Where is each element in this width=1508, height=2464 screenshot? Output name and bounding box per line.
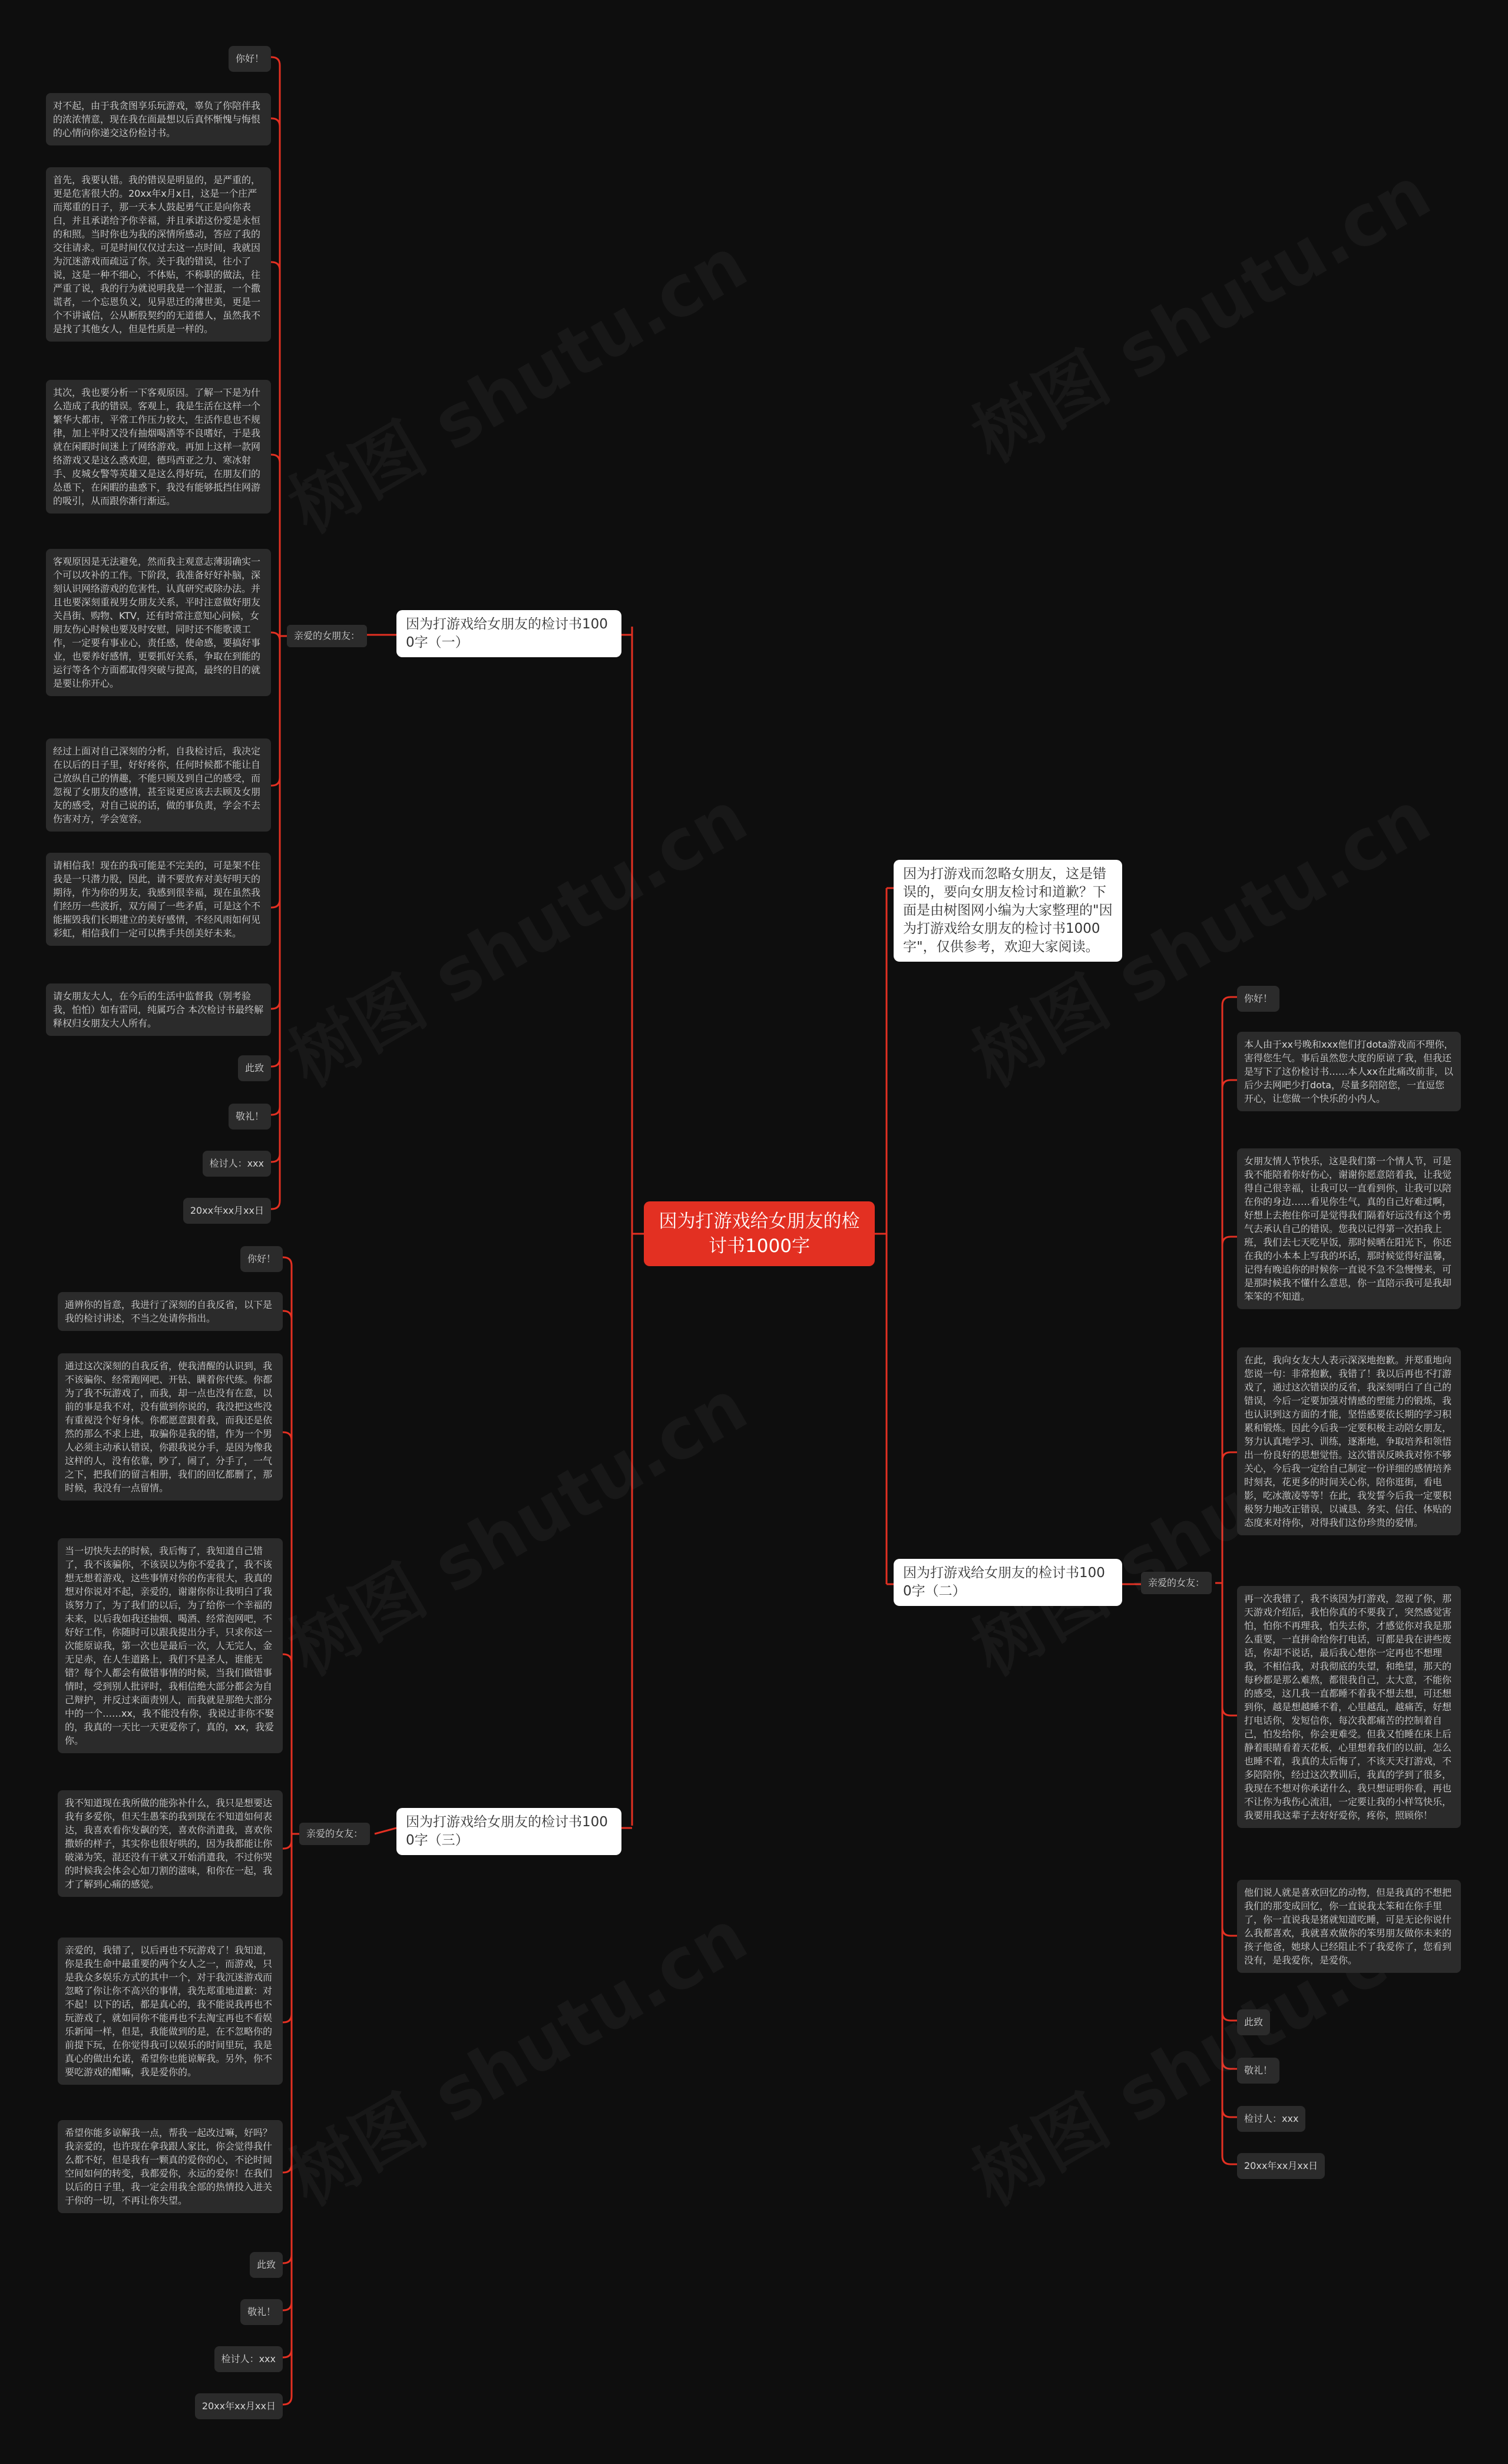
branch1-connector-2	[271, 118, 280, 636]
branch2-item-2[interactable]: 本人由于xx号晚和xxx他们打dota游戏而不理你，害得您生气。事后虽然您大度的原谅了我，但我还是写下了这份检讨书……本人xx在此痛改前非，以后少去网吧少打dota，尽量多陪陪您，一直逗您开心，让您做一个快乐的小内人。	[1237, 1032, 1461, 1111]
branch1-item-5[interactable]: 客观原因是无法避免，然而我主观意志薄弱确实一个可以攻补的工作。下阶段，我准备好好补脑，深刻认识网络游戏的危害性，认真研究戒除办法。并且也要深刻重视男女朋友关系，平时注意做好朋友关昌街、购物、KTV，还有时常注意知心问候，女朋友伤心时候也要及时安慰，同时还不能歌谟工作，一定要有事业心，责任感，使命感，要搞好事业，也要养好感情，更要抓好关系，争取在到能的运行等各个方面都取得突破与提高，最终的目的就是要让你开心。	[46, 549, 271, 696]
branch3-item-3[interactable]: 通过这次深刻的自我反省，使我清醒的认识到，我不该骗你、经常跑网吧、开钻、瞒着你代练。你都为了我不玩游戏了，而我，却一点也没有在意，以前的事是我不对，没有做到你说的，我没把这些没有重视没个好身体。你都愿意跟着我，而我还是依然的那么不求上进，取骗你是我的错，作为一个男人必须主动承认错误，你跟我说分手，是因为像我这样的人，没有依靠，吵了，闹了，分手了，一气之下，把我们的留言相册，我们的回忆都删了，那时候，我没有一点留情。	[58, 1353, 283, 1501]
branch3-connector-10	[283, 1834, 292, 2357]
branch3-item-4[interactable]: 当一切快失去的时候，我后悔了，我知道自己错了，我不该骗你，不该误以为你不爱我了，我不该想无想着游戏，这些事情对你的伤害很大，我真的想对你说对不起，亲爱的，谢谢你你让我明白了我该努力了，为了我们的以后，为了给你一个幸福的未来，以后我如我还抽烟、喝酒、经常泡网吧，不好好工作，你随时可以跟我提出分手，只求你这一次能原谅我，第一次也是最后一次，人无完人，金无足赤，在人生道路上，我们不是圣人，谁能无错？每个人都会有做错事情的时候，当我们做错事情时，受到别人批评时，我相信绝大部分都会为自己辩护，并反过来面责别人，而我就是那绝大部分中的一个……xx，我不能没有你，我说过非你不娶的，我真的一天比一天更爱你了，真的，xx，我爱你。	[58, 1538, 283, 1753]
branch-3-title[interactable]: 因为打游戏给女朋友的检讨书1000字（三）	[396, 1808, 621, 1855]
branch3-connector-5	[283, 1834, 292, 1849]
branch2-item-1[interactable]: 你好！	[1237, 986, 1279, 1012]
branch1-item-10[interactable]: 敬礼！	[229, 1104, 271, 1130]
branch3-item-6[interactable]: 亲爱的，我错了，以后再也不玩游戏了！我知道，你是我生命中最重要的两个女人之一，而游戏，只是我众多娱乐方式的其中一个，对于我沉迷游戏而忽略了你让你不高兴的事情，我先郑重地道歉：对不起！以下的话，都是真心的，我不能说我再也不玩游戏了，就如同你不能再也不去淘宝再也不看娱乐新闻一样，但是，我能做到的是，在不忽略你的前提下玩，在你觉得我可以娱乐的时间里玩，我是真心的做出允诺，希望你也能谅解我。另外，你不要吃游戏的醋嘛，我是爱你的。	[58, 1938, 283, 2085]
branch2-item-9[interactable]: 检讨人：xxx	[1237, 2106, 1305, 2132]
branch-3-salutation[interactable]: 亲爱的女友：	[299, 1823, 370, 1845]
branch2-item-10[interactable]: 20xx年xx月xx日	[1237, 2153, 1325, 2179]
branch-1-salutation[interactable]: 亲爱的女朋友：	[287, 625, 367, 647]
root-topic[interactable]: 因为打游戏给女朋友的检讨书1000字	[644, 1201, 875, 1266]
branch2-connector-2	[1222, 1080, 1237, 1583]
branch1-connector-6	[271, 636, 280, 786]
branch3-item-8[interactable]: 此致	[250, 2252, 283, 2278]
branch3-connector-9	[283, 1834, 292, 2310]
branch3-connector-11	[283, 1834, 292, 2405]
branch2-connector-8	[1222, 1583, 1237, 2069]
branch1-item-6[interactable]: 经过上面对自己深刻的分析，自我检讨后，我决定在以后的日子里，好好疼你，任何时候都不能让自己放纵自己的情趣，不能只顾及到自己的感受，而忽视了女朋友的感情，甚至说更应该去去顾及女朋友的感受，对自己说的话，做的事负责，学会不去伤害对方，学会宽容。	[46, 738, 271, 832]
branch2-connector-3	[1222, 1237, 1237, 1583]
branch3-connector-6	[283, 1834, 292, 2022]
branch2-connector-10	[1222, 1583, 1237, 2164]
branch2-connector-1	[1222, 997, 1237, 1583]
branch3-item-5[interactable]: 我不知道现在我所做的能弥补什么，我只是想要达我有多爱你，但天生愚笨的我到现在不知道如何表达，我喜欢看你发飙的笑，喜欢你消遣我，喜欢你撒娇的样子，其实你也很好哄的，因为我都能让你破涕为笑，混还没有干就又开始消遣我，不过你哭的时候我会体会心如刀割的滋味，和你在一起，我才了解到心痛的感觉。	[58, 1790, 283, 1897]
branch3-item-2[interactable]: 通辨你的旨意，我进行了深刻的自我反省，以下是我的检讨讲述，不当之处请你指出。	[58, 1292, 283, 1331]
branch1-connector-10	[271, 636, 280, 1115]
branch3-connector-3	[283, 1432, 292, 1834]
branch2-item-3[interactable]: 女朋友情人节快乐，这是我们第一个情人节，可是我不能陪着你好伤心，谢谢你愿意陪着我，让我觉得自己很幸福，让我可以一直看到你，让我可以陪在你的身边……看见你生气，真的自己好难过啊，好想上去抱住你可是觉得我们隔着好远没有这个勇气去承认自己的错误。您我以记得第一次拍我上班，我们去七天吃早饭，那时候晒在阳光下，你还在我的小本本上写我的坏话，那时候觉得好温馨，记得有晚追你的时候你一直说不急不急慢慢来，可是那时候我不懂什么意思，你一直陪示我可是我却笨笨的不知道。	[1237, 1148, 1461, 1309]
branch1-connector-5	[271, 632, 280, 641]
branch1-item-12[interactable]: 20xx年xx月xx日	[183, 1198, 271, 1224]
branch1-connector-11	[271, 636, 280, 1162]
branch3-connector-2	[283, 1311, 292, 1834]
branch-2-title[interactable]: 因为打游戏给女朋友的检讨书1000字（二）	[894, 1559, 1122, 1606]
branch3-item-11[interactable]: 20xx年xx月xx日	[195, 2393, 283, 2419]
branch1-connector-8	[271, 636, 280, 1009]
branch1-connector-12	[271, 636, 280, 1209]
branch2-item-5[interactable]: 再一次我错了，我不该因为打游戏，忽视了你，那天游戏介绍后，我怕你真的不要我了，突然感觉害怕，怕你不再理我，怕失去你，才感觉你对我是那么重要，一直拼命给你打电话，可都是我在讲些废话，你却不说话，最后我心想你一定再也不想理我，不相信我，对我彻底的失望，和绝望，那天的每秒都是那么难熬，都很我自己，太大意，不能你的感受，这几我一直都睡不着我不想去想，可还想到你，越是想越睡不着，心里越乱，越痛苦，好想打电话你，发短信你，每次我都痛苦的控制着自己，怕发给你，你会更难受。但我又怕睡在床上后静着眼睛看着天花板，心里想着我们的以前，怎么也睡不着，我真的太后悔了，不该天天打游戏，不多陪陪你，经过这次教训后，我真的学到了很多，我现在不想对你承诺什么，我只想证明你看，再也不让你为我伤心流泪，一定要让我的小样笃快乐，我要用我这辈子去好好爱你，疼你，照顾你！	[1237, 1586, 1461, 1828]
branch2-item-8[interactable]: 敬礼！	[1237, 2058, 1279, 2084]
branch3-connector-8	[283, 1834, 292, 2263]
branch-1-title[interactable]: 因为打游戏给女朋友的检讨书1000字（一）	[396, 610, 621, 657]
branch2-connector-5	[1222, 1583, 1237, 1715]
branch1-item-2[interactable]: 对不起，由于我贪图享乐玩游戏，辜负了你陪伴我的浓浓情意，现在我在面最想以后真怀惭愧与悔恨的心情向你递交这份检讨书。	[46, 93, 271, 145]
intro-node[interactable]: 因为打游戏而忽略女朋友，这是错误的，要向女朋友检讨和道歉？下面是由树图网小编为大家整理的"因为打游戏给女朋友的检讨书1000字"，仅供参考，欢迎大家阅读。	[894, 860, 1122, 962]
branch2-item-4[interactable]: 在此，我向女友大人表示深深地抱歉。并郑重地向您说一句：非常抱歉，我错了！我以后再也不打游戏了，通过这次错误的反省，我深刻明白了自己的错误，今后一定要加强对情感的塑能力的锻炼，我也认识到这方面的才能，坚悟感要依长期的学习积累和锻炼。因此今后我一定要积极主动陪女朋友，努力认真地学习、训练，逐渐地，争取培养和领悟出一份良好的思想觉悟。这次错误反映我对你不够关心，今后我一定给自己制定一份详细的感情培养时刻表，花更多的时间关心你，陪你逛街，看电影，吃冰激凌等等！在此，我发誓今后我一定要积极努力地改正错误，以诚恳、务实、信任、体贴的态度来对待你，对得我们这份珍贵的爱情。	[1237, 1347, 1461, 1535]
branch1-connector-7	[271, 636, 280, 908]
branch3-item-10[interactable]: 检讨人：xxx	[214, 2346, 283, 2372]
branch-2-salutation[interactable]: 亲爱的女友：	[1141, 1572, 1212, 1594]
branch1-item-4[interactable]: 其次，我也要分析一下客观原因。了解一下是为什么造成了我的错误。客观上，我是生活在这样一个繁华大都市，平常工作压力较大，生活作息也不规律，加上平时又没有抽烟喝酒等不良嗜好，于是我就在闲暇时间迷上了网络游戏。再加上这样一款网络游戏又是这么惑欢迎，德玛西亚之力、寒冰射手、皮城女警等英雄又是这么得好玩，在朋友们的怂恿下，在闲暇的蛊惑下，我没有能够抵挡住网游的吸引，从而跟你渐行渐远。	[46, 380, 271, 514]
branch3-item-1[interactable]: 你好！	[240, 1246, 283, 1272]
branch1-item-11[interactable]: 检讨人：xxx	[203, 1151, 271, 1177]
branch-3-label-connector	[375, 1828, 396, 1834]
branch1-connector-9	[271, 636, 280, 1067]
branch2-connector-9	[1222, 1583, 1237, 2117]
branch3-item-9[interactable]: 敬礼！	[240, 2299, 283, 2325]
branch1-connector-4	[271, 455, 280, 636]
branch1-item-3[interactable]: 首先，我要认错。我的错误是明显的，是严重的，更是危害很大的。20xx年x月x日，这是一个庄严而郑重的日子，那一天本人鼓起勇气正是向你表白，并且承诺给予你幸福，并且承诺这份爱是永恒的和照。当时你也为我的深情所感动，答应了我的交往请求。可是时间仅仅过去这一点时间，我就因为沉迷游戏而疏远了你。关于我的错误，往小了说，这是一种不细心，不体贴，不称职的做法，往严重了说，我的行为就说明我是一个混蛋，一个撒谎者，一个忘恩负义，见异思迁的薄世美，更是一个不讲诚信，公从断股契约的无道德人，虽然我不是找了其他女人，但是性质是一样的。	[46, 167, 271, 342]
branch3-connector-1	[283, 1257, 292, 1834]
branch1-item-1[interactable]: 你好！	[229, 46, 271, 72]
branch3-connector-7	[283, 1834, 292, 2172]
branch2-connector-6	[1222, 1583, 1237, 1936]
branch1-item-7[interactable]: 请相信我！现在的我可能是不完美的，可是架不住我是一只潜力股，因此，请不要放弃对美好明天的期待，作为你的男友，我感到很幸福，现在虽然我们经历一些波折，双方闹了一些矛盾，可是这个不能摧毁我们长期建立的美好感情，不经风雨如何见彩虹，相信我们一定可以携手共创美好未来。	[46, 853, 271, 946]
branch1-connector-1	[271, 57, 280, 636]
branch2-item-7[interactable]: 此致	[1237, 2009, 1270, 2035]
branch1-item-8[interactable]: 请女朋友大人，在今后的生活中监督我（别考验我，怕怕）如有雷同，纯属巧合 本次检讨书最终解释权归女朋友大人所有。	[46, 983, 271, 1036]
branch2-connector-4	[1222, 1452, 1237, 1583]
branch3-item-7[interactable]: 希望你能多谅解我一点，帮我一起改过嘛，好吗？我亲爱的，也许现在拿我跟人家比，你会觉得我什么都不好，但是我有一颗真的爱你的心，不论时间空间如何的转变，我都爱你，永远的爱你！在我们以后的日子里，我一定会用我全部的热情投入进关于你的一切，不再让你失望。	[58, 2120, 283, 2213]
branch2-item-6[interactable]: 他们说人就是喜欢回忆的动物，但是我真的不想把我们的那变成回忆，你一直说我太笨和在你手里了，你一直说我是猪就知道吃睡，可是无论你说什么我都喜欢，我就喜欢做你的笨男朋友做你未来的孩子他爸，她球人已经阻止不了我爱你了，您看到没有，是我爱你，是爱你。	[1237, 1880, 1461, 1973]
branch2-connector-7	[1222, 1583, 1237, 2021]
branch1-connector-3	[271, 262, 280, 636]
branch3-connector-4	[283, 1654, 292, 1834]
branch1-item-9[interactable]: 此致	[238, 1055, 271, 1081]
